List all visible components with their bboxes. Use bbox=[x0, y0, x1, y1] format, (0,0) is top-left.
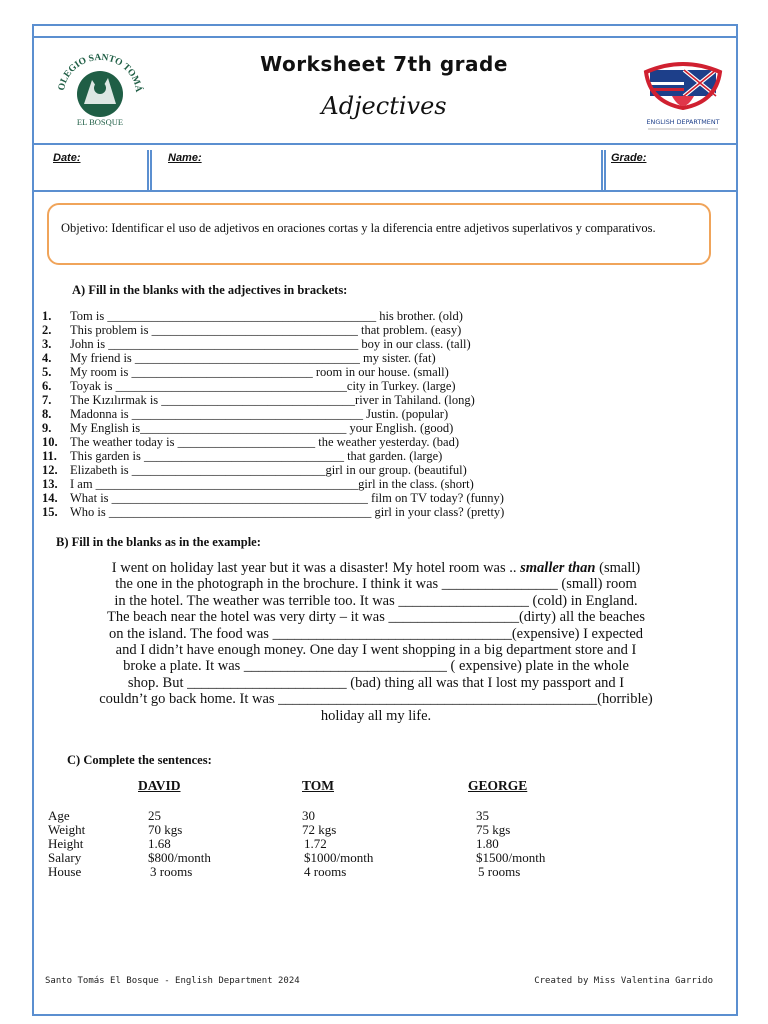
row-label: Age bbox=[48, 808, 70, 823]
paragraph-line: couldn’t go back home. It was ____________________________________________(horrible) bbox=[99, 691, 653, 708]
item-number: 12. bbox=[42, 463, 58, 477]
paragraph-line: on the island. The food was _________________________________(expensive) I expected bbox=[108, 625, 644, 642]
table-cell: 3 rooms bbox=[150, 864, 193, 879]
item-number: 15. bbox=[42, 505, 58, 519]
item-text: The Kızılırmak is _______________________________river in Tahiland. (long) bbox=[70, 393, 475, 407]
row-label: Weight bbox=[48, 822, 86, 837]
footer-right: Created by Miss Valentina Garrido bbox=[534, 976, 713, 986]
list-item bbox=[42, 379, 602, 393]
table-cell: 1.80 bbox=[476, 836, 499, 851]
item-text: Toyak is _____________________________________city in Turkey. (large) bbox=[70, 379, 456, 393]
objective-box bbox=[47, 203, 711, 265]
worksheet-subtitle: Adjectives bbox=[321, 92, 447, 120]
table-cell: $1500/month bbox=[476, 850, 546, 865]
info-row-separator bbox=[601, 150, 603, 190]
column-header-george: GEORGE bbox=[468, 778, 528, 793]
paragraph-line: The beach near the hotel was very dirty – it was __________________(dirty) all the beaches bbox=[107, 609, 645, 626]
page-frame bbox=[32, 24, 738, 1016]
item-number: 10. bbox=[42, 435, 58, 449]
example-answer: smaller than bbox=[520, 560, 596, 576]
list-item bbox=[42, 449, 602, 463]
item-number: 1. bbox=[42, 309, 52, 323]
item-number: 7. bbox=[42, 393, 52, 407]
info-row-separator bbox=[147, 150, 149, 190]
list-item bbox=[42, 407, 602, 421]
info-row-separator bbox=[150, 150, 152, 190]
section-c-title: C) Complete the sentences: bbox=[67, 753, 212, 767]
svg-text:COLEGIO SANTO TOMÁS: OLEGIO SANTO TOMÁ bbox=[57, 52, 144, 93]
table-cell: 35 bbox=[476, 808, 489, 823]
paragraph-line: in the hotel. The weather was terrible too. It was __________________ (cold) in England. bbox=[114, 592, 638, 609]
item-number: 14. bbox=[42, 491, 58, 505]
table-cell: 1.68 bbox=[148, 836, 171, 851]
item-number: 2. bbox=[42, 323, 52, 337]
item-number: 4. bbox=[42, 351, 52, 365]
paragraph-line: shop. But ______________________ (bad) thing all was that I lost my passport and I bbox=[127, 674, 625, 691]
item-number: 13. bbox=[42, 477, 58, 491]
item-number: 3. bbox=[42, 337, 52, 351]
item-text: My room is _____________________________ room in our house. (small) bbox=[70, 365, 449, 379]
item-text: What is _________________________________________ film on TV today? (funny) bbox=[70, 491, 504, 505]
item-number: 9. bbox=[42, 421, 52, 435]
item-text: Tom is ___________________________________________ his brother. (old) bbox=[70, 309, 463, 323]
row-label: Salary bbox=[48, 850, 82, 865]
paragraph-line: holiday all my life. bbox=[320, 707, 432, 724]
row-label: House bbox=[48, 864, 82, 879]
paragraph-line: the one in the photograph in the brochure. I think it was ________________ (small) room bbox=[115, 576, 637, 593]
item-text: Madonna is _____________________________________ Justin. (popular) bbox=[70, 407, 449, 421]
worksheet-title: Worksheet 7th grade bbox=[260, 52, 508, 76]
item-text: This garden is ________________________________ that garden. (large) bbox=[70, 449, 443, 463]
item-text: Elizabeth is _______________________________girl in our group. (beautiful) bbox=[70, 463, 467, 477]
footer-left: Santo Tomás El Bosque - English Department 2024 bbox=[45, 976, 300, 986]
list-item bbox=[42, 491, 602, 505]
section-b-title: B) Fill in the blanks as in the example: bbox=[56, 535, 261, 549]
paragraph-line: I went on holiday last year but it was a disaster! My hotel room was .. smaller than (small) bbox=[111, 560, 641, 576]
list-item bbox=[42, 463, 602, 477]
table-cell: 1.72 bbox=[304, 836, 327, 851]
table-cell: 5 rooms bbox=[478, 864, 521, 879]
list-item bbox=[42, 323, 602, 337]
table-cell: 30 bbox=[302, 808, 315, 823]
item-text: My English is_________________________________ your English. (good) bbox=[70, 421, 454, 435]
item-text: My friend is ____________________________________ my sister. (fat) bbox=[70, 351, 436, 365]
list-item bbox=[42, 365, 602, 379]
list-item bbox=[42, 435, 602, 449]
paragraph-line: and I didn’t have enough money. One day I went shopping in a big department store and I bbox=[115, 642, 637, 659]
svg-text:ENGLISH DEPARTMENT: ENGLISH DEPARTMENT bbox=[646, 118, 720, 126]
item-text: I am __________________________________________girl in the class. (short) bbox=[70, 477, 474, 491]
item-number: 5. bbox=[42, 365, 52, 379]
list-item bbox=[42, 477, 602, 491]
grade-label: Grade: bbox=[611, 152, 647, 164]
table-cell: 25 bbox=[148, 808, 161, 823]
table-cell: 4 rooms bbox=[304, 864, 347, 879]
item-text: The weather today is ______________________ the weather yesterday. (bad) bbox=[70, 435, 460, 449]
info-row-separator bbox=[604, 150, 606, 190]
table-cell: $1000/month bbox=[304, 850, 374, 865]
date-label: Date: bbox=[53, 152, 81, 164]
header-top-rule bbox=[32, 36, 738, 38]
item-text: Who is __________________________________________ girl in your class? (pretty) bbox=[70, 505, 505, 519]
item-number: 8. bbox=[42, 407, 52, 421]
section-a-title: A) Fill in the blanks with the adjectives in brackets: bbox=[72, 283, 348, 297]
item-text: John is ________________________________________ boy in our class. (tall) bbox=[70, 337, 471, 351]
column-header-david: DAVID bbox=[138, 778, 181, 793]
list-item bbox=[42, 505, 602, 519]
item-number: 6. bbox=[42, 379, 52, 393]
table-cell: 72 kgs bbox=[302, 822, 337, 837]
name-label: Name: bbox=[168, 152, 202, 164]
list-item bbox=[42, 309, 602, 323]
column-header-tom: TOM bbox=[302, 778, 335, 793]
table-cell: 70 kgs bbox=[148, 822, 183, 837]
list-item bbox=[42, 393, 602, 407]
list-item bbox=[42, 421, 602, 435]
section-a-list bbox=[42, 309, 602, 519]
objective-text: Objetivo: Identificar el uso de adjetivos en oraciones cortas y la diferencia entre adjetivos superlativos y comparativos. bbox=[61, 221, 656, 235]
svg-text:EL BOSQUE: EL BOSQUE bbox=[76, 117, 124, 127]
item-number: 11. bbox=[42, 449, 57, 463]
paragraph-line: broke a plate. It was ____________________________ ( expensive) plate in the whole bbox=[123, 658, 629, 675]
item-text: This problem is _________________________________ that problem. (easy) bbox=[70, 323, 462, 337]
header-divider bbox=[32, 143, 738, 145]
row-label: Height bbox=[48, 836, 84, 851]
section-b-paragraph bbox=[46, 560, 706, 724]
info-row-bottom-rule bbox=[32, 190, 738, 192]
english-department-logo bbox=[636, 52, 730, 134]
table-cell: 75 kgs bbox=[476, 822, 511, 837]
list-item bbox=[42, 337, 602, 351]
table-cell: $800/month bbox=[148, 850, 211, 865]
list-item bbox=[42, 351, 602, 365]
